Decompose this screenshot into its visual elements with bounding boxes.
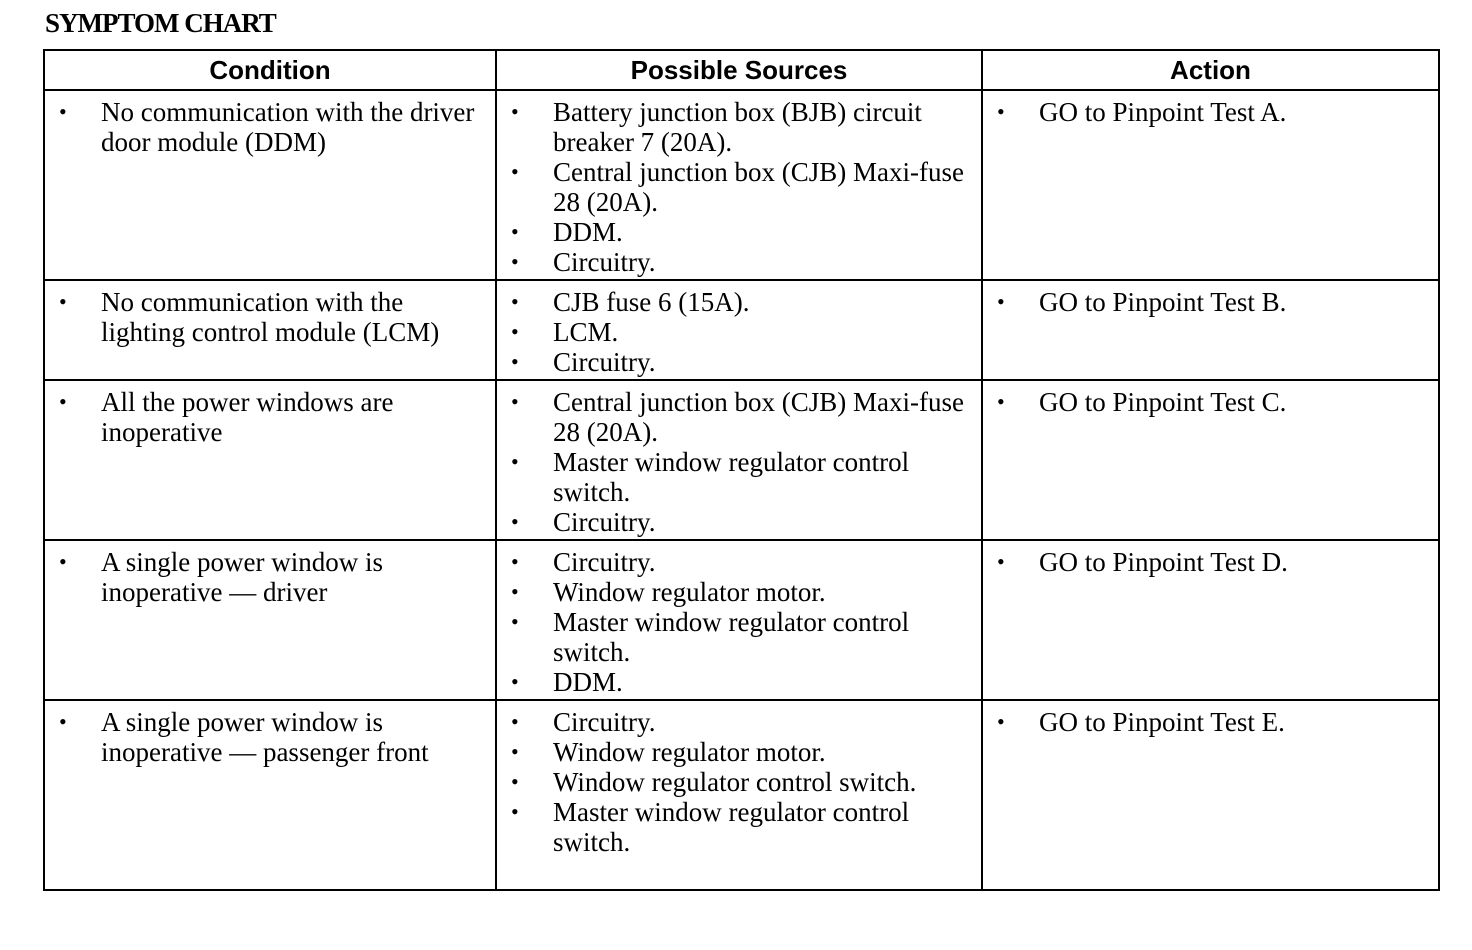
bullet-icon: •	[511, 549, 519, 574]
bullet-icon: •	[511, 579, 519, 604]
column-header-condition: Condition	[44, 50, 496, 90]
source-item: • Circuitry.	[511, 347, 656, 377]
condition-item: • No communication with the lighting control module (LCM)	[59, 287, 440, 347]
bullet-icon: •	[511, 509, 519, 534]
bullet-icon: •	[59, 549, 67, 574]
sources-cell	[496, 90, 982, 280]
source-item: • Circuitry.	[511, 547, 656, 577]
source-item: • Circuitry.	[511, 507, 656, 537]
source-item: • DDM.	[511, 217, 623, 247]
source-item: • Central junction box (CJB) Maxi-fuse 28 (20A).	[511, 387, 964, 447]
action-item: • GO to Pinpoint Test E.	[997, 707, 1285, 737]
bullet-icon: •	[511, 669, 519, 694]
condition-item: • A single power window is inoperative — driver	[59, 547, 383, 607]
table-row	[44, 280, 1439, 380]
bullet-icon: •	[997, 289, 1005, 314]
source-item: • Master window regulator control switch.	[511, 447, 910, 507]
bullet-icon: •	[59, 289, 67, 314]
sources-cell	[496, 380, 982, 540]
bullet-icon: •	[997, 709, 1005, 734]
bullet-icon: •	[511, 389, 519, 414]
sources-cell	[496, 540, 982, 700]
condition-cell	[44, 540, 496, 700]
bullet-icon: •	[511, 799, 519, 824]
action-item: • GO to Pinpoint Test C.	[997, 387, 1287, 417]
bullet-icon: •	[997, 389, 1005, 414]
table-row	[44, 700, 1439, 890]
action-cell	[982, 280, 1439, 380]
bullet-icon: •	[511, 709, 519, 734]
condition-cell	[44, 90, 496, 280]
source-item: • CJB fuse 6 (15A).	[511, 287, 750, 317]
bullet-icon: •	[511, 349, 519, 374]
action-cell	[982, 540, 1439, 700]
bullet-icon: •	[59, 709, 67, 734]
sources-cell	[496, 700, 982, 890]
source-item: • Window regulator motor.	[511, 737, 826, 767]
source-item: • Circuitry.	[511, 247, 656, 277]
source-item: • DDM.	[511, 667, 623, 697]
bullet-icon: •	[511, 249, 519, 274]
source-item: • Master window regulator control switch.	[511, 607, 910, 667]
source-item: • Window regulator control switch.	[511, 767, 917, 797]
bullet-icon: •	[511, 769, 519, 794]
condition-cell	[44, 700, 496, 890]
bullet-icon: •	[59, 389, 67, 414]
action-item: • GO to Pinpoint Test A.	[997, 97, 1287, 127]
bullet-icon: •	[511, 289, 519, 314]
bullet-icon: •	[511, 739, 519, 764]
table-header-row	[44, 50, 1439, 90]
column-header-action: Action	[982, 50, 1439, 90]
table-row	[44, 540, 1439, 700]
symptom-table	[43, 49, 1440, 891]
bullet-icon: •	[511, 159, 519, 184]
bullet-icon: •	[59, 99, 67, 124]
action-item: • GO to Pinpoint Test D.	[997, 547, 1288, 577]
bullet-icon: •	[511, 219, 519, 244]
bullet-icon: •	[511, 609, 519, 634]
condition-item: • No communication with the driver door module (DDM)	[59, 97, 475, 157]
page-title: SYMPTOM CHART	[45, 8, 276, 38]
condition-cell	[44, 380, 496, 540]
bullet-icon: •	[511, 99, 519, 124]
condition-cell	[44, 280, 496, 380]
action-cell	[982, 380, 1439, 540]
source-item: • Master window regulator control switch.	[511, 797, 910, 857]
bullet-icon: •	[997, 549, 1005, 574]
sources-cell	[496, 280, 982, 380]
condition-item: • All the power windows are inoperative	[59, 387, 394, 447]
table-row	[44, 380, 1439, 540]
action-cell	[982, 90, 1439, 280]
action-cell	[982, 700, 1439, 890]
column-header-possible-sources: Possible Sources	[496, 50, 982, 90]
source-item: • LCM.	[511, 317, 619, 347]
bullet-icon: •	[511, 449, 519, 474]
source-item: • Window regulator motor.	[511, 577, 826, 607]
table-row	[44, 90, 1439, 280]
source-item: • Battery junction box (BJB) circuit breaker 7 (20A).	[511, 97, 922, 157]
source-item: • Central junction box (CJB) Maxi-fuse 28 (20A).	[511, 157, 964, 217]
bullet-icon: •	[997, 99, 1005, 124]
source-item: • Circuitry.	[511, 707, 656, 737]
bullet-icon: •	[511, 319, 519, 344]
action-item: • GO to Pinpoint Test B.	[997, 287, 1287, 317]
condition-item: • A single power window is inoperative — passenger front	[59, 707, 429, 767]
